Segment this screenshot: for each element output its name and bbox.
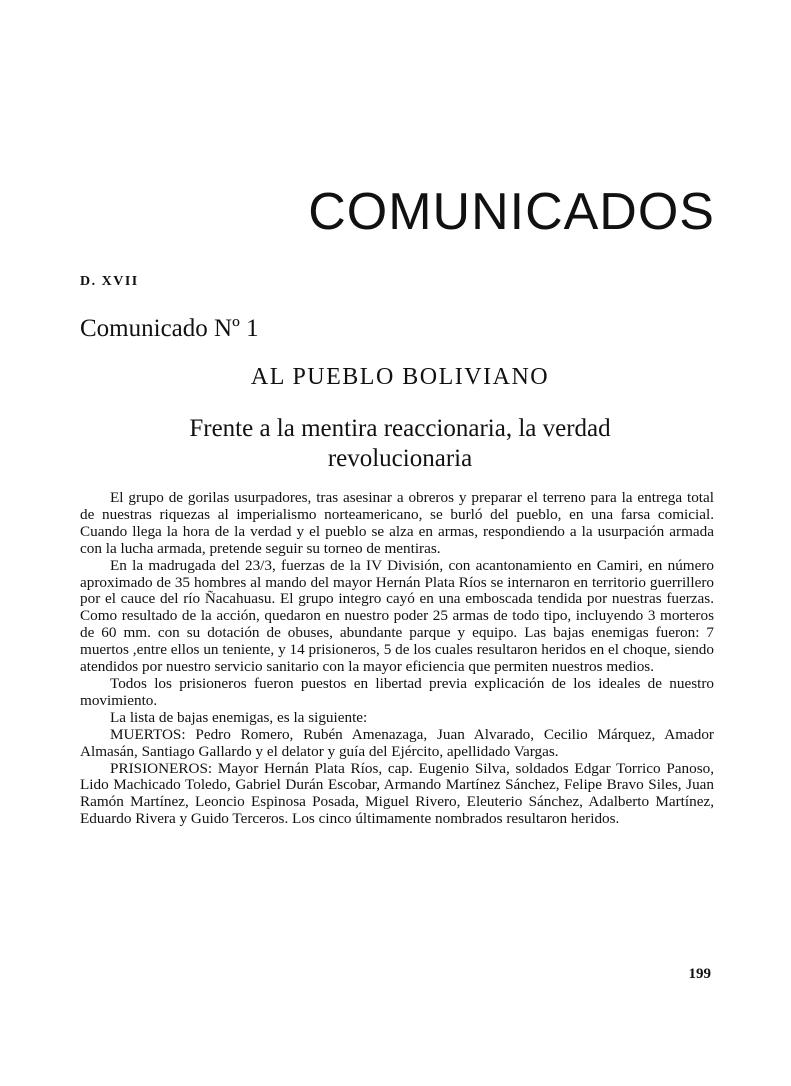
- paragraph: En la madrugada del 23/3, fuerzas de la IV División, con acantonamiento en Camiri, en número aproximado de 35 hombres al mando del mayor Hernán Plata Ríos se internaron en territorio guerrillero por el cauce del río Ñacahuasu. El grupo integro cayó en una emboscada tendida por nuestras fuerzas. Como resultado de la acción, quedaron en nuestro poder 25 armas de todo tipo, incluyendo 3 morteros de 60 mm. con su dotación de obuses, abundante parque y equipo. Las bajas enemigas fueron: 7 muertos ,entre ellos un teniente, y 14 prisioneros, 5 de los cuales resultaron heridos en el choque, siendo atendidos por nuestro servicio sanitario con la mayor eficiencia que permiten nuestros medios.: [80, 556, 714, 676]
- headline: Frente a la mentira reaccionaria, la verdad revolucionaria: [189, 415, 611, 472]
- paragraph: La lista de bajas enemigas, es la siguiente:: [110, 708, 368, 726]
- document-code: D. XVII: [80, 274, 139, 289]
- section-title: COMUNICADOS: [308, 183, 715, 241]
- paragraph-dead-list: MUERTOS: Pedro Romero, Rubén Amenazaga, Juan Alvarado, Cecilio Márquez, Amador Almasán, Santiago Gallardo y el delator y guía del Ejército, apellidado Vargas.: [80, 725, 714, 760]
- addressee-heading: AL PUEBLO BOLIVIANO: [250, 364, 550, 390]
- paragraph: El grupo de gorilas usurpadores, tras asesinar a obreros y preparar el terreno para la entrega total de nuestras riquezas al imperialismo norteamericano, se burló del pueblo, en una farsa comicial. Cuando llega la hora de la verdad y el pueblo se alza en armas, respondiendo a la usurpación armada con la lucha armada, pretende seguir su torneo de mentiras.: [80, 489, 714, 557]
- comunicado-title: Comunicado Nº 1: [80, 315, 259, 342]
- paragraph: Todos los prisioneros fueron puestos en libertad previa explicación de los ideales de nuestro movimiento.: [80, 674, 714, 709]
- page-number: 199: [688, 966, 711, 982]
- body-text: [80, 490, 714, 828]
- paragraph-prisoners-list: PRISIONEROS: Mayor Hernán Plata Ríos, cap. Eugenio Silva, soldados Edgar Torrico Panoso, Lido Machicado Toledo, Gabriel Durán Escobar, Armando Martínez Sánchez, Felipe Bravo Siles, Juan Ramón Martínez, Leoncio Espinosa Posada, Miguel Rivero, Eleuterio Sánchez, Adalberto Martínez, Eduardo Rivera y Guido Terceros. Los cinco últimamente nombrados resultaron heridos.: [80, 759, 714, 828]
